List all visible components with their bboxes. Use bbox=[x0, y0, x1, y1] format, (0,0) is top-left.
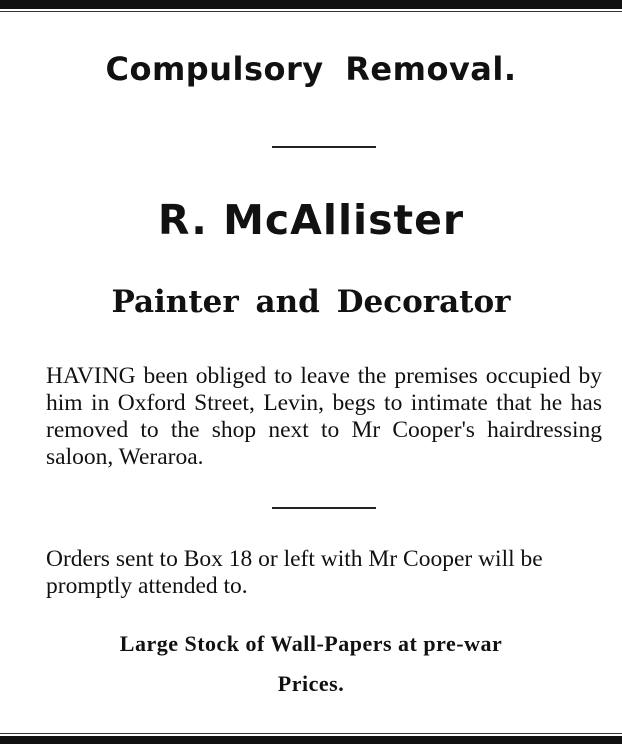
divider-rule-lower bbox=[272, 507, 376, 509]
trade-title: Painter and Decorator bbox=[111, 284, 511, 320]
divider-rule bbox=[272, 146, 376, 148]
business-name: R. McAllister bbox=[157, 196, 465, 244]
orders-paragraph: Orders sent to Box 18 or left with Mr Cooper will be promptly attended to. bbox=[46, 546, 543, 599]
stock-notice bbox=[0, 624, 622, 704]
bottom-border-rule bbox=[0, 736, 622, 744]
stock-notice-line: Large Stock of Wall-Papers at pre-war bbox=[119, 631, 503, 656]
stock-notice-line: Prices. bbox=[277, 671, 345, 696]
top-border-rule bbox=[0, 0, 622, 9]
advert-heading: Compulsory Removal. bbox=[105, 50, 517, 88]
removal-notice-paragraph: HAVING been obliged to leave the premises occupied by him in Oxford Street, Levin, begs to intimate that he has removed to the shop next to Mr Cooper's hairdressing saloon, Weraroa. bbox=[46, 363, 602, 470]
